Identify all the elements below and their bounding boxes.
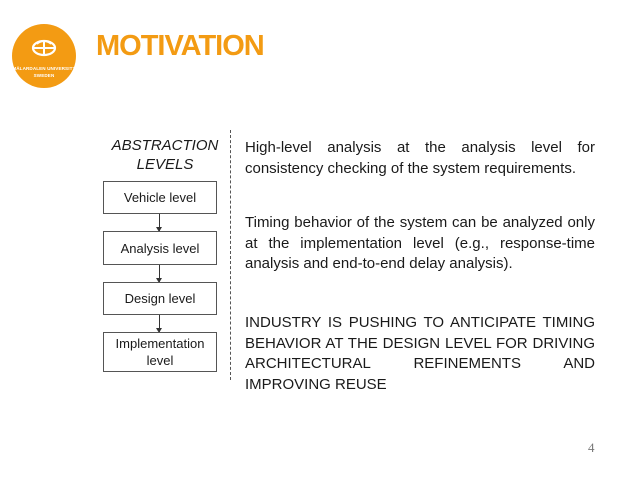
level-label: Analysis level xyxy=(120,240,200,256)
level-label: Implementation xyxy=(115,336,205,351)
university-logo xyxy=(12,24,76,88)
flow-arrow-icon xyxy=(159,265,160,282)
level-box-vehicle xyxy=(103,181,217,214)
level-box-implementation xyxy=(103,332,217,372)
logo-university-name: MÄLARDALEN UNIVERSITY xyxy=(12,66,76,71)
paragraph-high-level-analysis: High-level analysis at the analysis level for consistency checking of the system requirements. xyxy=(245,139,595,177)
flow-arrow-icon xyxy=(159,315,160,332)
logo-country: SWEDEN xyxy=(33,73,55,78)
level-label: Design level xyxy=(124,291,196,306)
page-number: 4 xyxy=(588,440,595,455)
abstraction-levels-heading xyxy=(104,136,226,174)
abstraction-heading-line2: LEVELS xyxy=(136,156,194,173)
level-box-design xyxy=(103,282,217,315)
paragraph-industry-statement: INDUSTRY IS PUSHING TO ANTICIPATE TIMING BEHAVIOR AT THE DESIGN LEVEL FOR DRIVING ARCHITECTURAL REFINEMENTS AND IMPROVING REUSE xyxy=(245,314,595,393)
flow-arrow-icon xyxy=(159,214,160,231)
slide-title: MOTIVATION xyxy=(96,30,264,62)
paragraph-timing-behavior: Timing behavior of the system can be analyzed only at the implementation level (e.g., response-time analysis and end-to-end delay analysis). xyxy=(245,214,595,272)
abstraction-heading-line1: ABSTRACTION xyxy=(111,137,219,154)
level-label-line2: level xyxy=(146,353,174,368)
dashed-divider xyxy=(230,130,231,380)
level-label: Vehicle level xyxy=(123,190,197,205)
level-box-analysis xyxy=(103,231,217,265)
